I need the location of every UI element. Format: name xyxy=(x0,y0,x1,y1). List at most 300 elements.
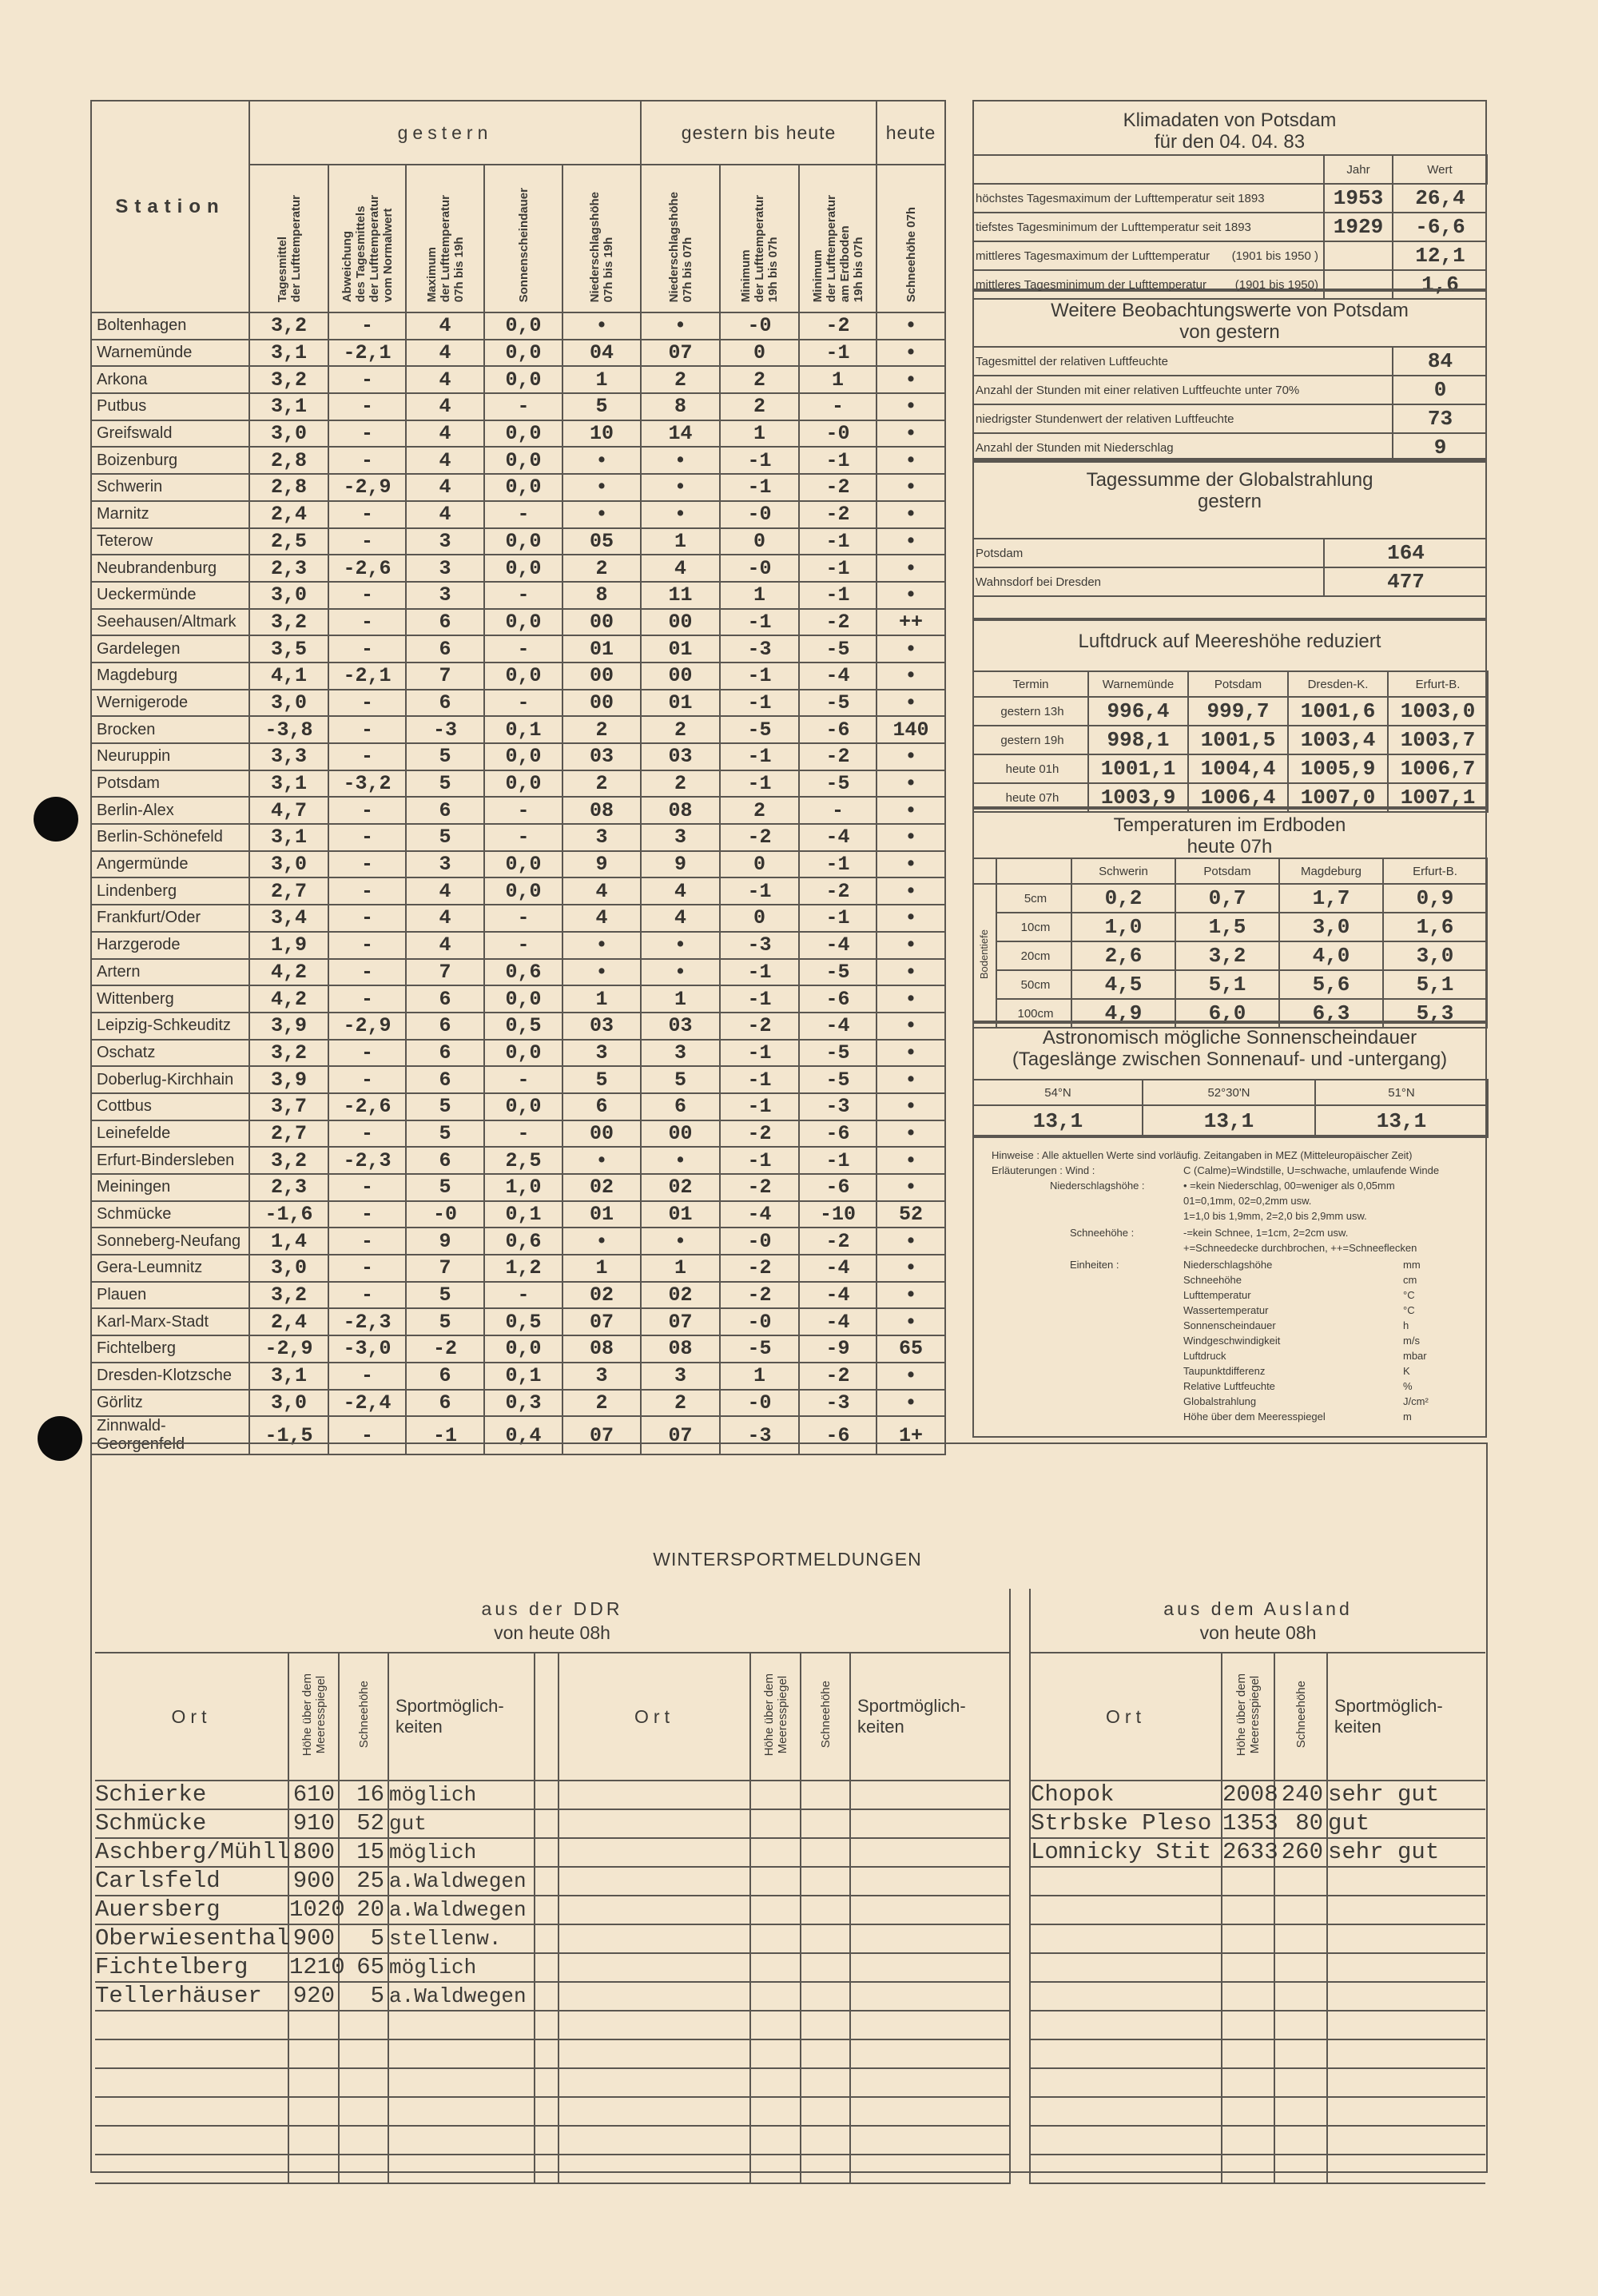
station-value: 9 xyxy=(406,1228,484,1255)
niederschlag-label: Niederschlagshöhe : xyxy=(1050,1180,1145,1192)
wintersport-cell xyxy=(750,1781,801,1809)
station-value: 1,4 xyxy=(249,1228,328,1255)
klimadaten-row xyxy=(972,213,1487,241)
station-value: -2 xyxy=(720,1282,799,1309)
wintersport-cell xyxy=(95,2011,288,2039)
luftdruck-termin: heute 01h xyxy=(973,754,1088,783)
wintersport-cell xyxy=(559,1953,750,1982)
station-value: 3,1 xyxy=(249,824,328,851)
luftdruck-row xyxy=(973,726,1488,754)
ausland-col-ort: Ort xyxy=(1106,1706,1146,1727)
station-name: Karl-Marx-Stadt xyxy=(91,1308,249,1335)
ausland-hoehe: 2008 xyxy=(1222,1781,1278,1808)
station-value: -2 xyxy=(720,1120,799,1148)
station-value: 02 xyxy=(562,1282,641,1309)
station-value: • xyxy=(877,959,945,986)
station-value: 0,0 xyxy=(484,555,562,582)
station-row xyxy=(91,312,945,340)
wintersport-cell xyxy=(850,1896,1010,1924)
station-value: 00 xyxy=(641,1120,720,1148)
wintersport-cell xyxy=(339,2011,388,2039)
station-value: 08 xyxy=(641,797,720,824)
station-value: • xyxy=(877,340,945,367)
station-name: Arkona xyxy=(91,366,249,393)
station-name: Neuruppin xyxy=(91,743,249,770)
wintersport-cell xyxy=(750,2126,801,2155)
station-value: 3,0 xyxy=(249,420,328,448)
wintersport-cell xyxy=(288,2097,339,2126)
station-value: -4 xyxy=(799,1255,877,1282)
luftdruck-value: 1001,1 xyxy=(1088,754,1188,783)
wintersport-cell xyxy=(750,2097,801,2126)
wintersport-cell xyxy=(288,2068,339,2097)
station-name: Harzgerode xyxy=(91,932,249,959)
station-value: -3,0 xyxy=(328,1335,406,1363)
ddr-col-ort-2: Ort xyxy=(634,1706,674,1727)
station-value: -1,6 xyxy=(249,1201,328,1228)
wintersport-cell xyxy=(850,2011,1010,2039)
sonnen-title: Astronomisch mögliche Sonnenscheindauer xyxy=(1042,1027,1417,1049)
station-value: -5 xyxy=(799,959,877,986)
wintersport-cell xyxy=(750,2155,801,2183)
wintersport-row xyxy=(1030,2068,1485,2097)
wintersport-cell xyxy=(1030,1867,1222,1896)
station-value: 00 xyxy=(562,663,641,690)
erdboden-value: 1,5 xyxy=(1175,913,1279,941)
station-value: - xyxy=(484,824,562,851)
wintersport-cell xyxy=(559,1838,750,1867)
ausland-title: aus dem Ausland xyxy=(1163,1598,1353,1619)
station-row xyxy=(91,340,945,367)
wintersport-cell xyxy=(388,2097,535,2126)
station-value: 00 xyxy=(641,663,720,690)
station-row xyxy=(91,555,945,582)
unit-symbol: % xyxy=(1403,1380,1413,1392)
station-value: 3,1 xyxy=(249,393,328,420)
station-name: Dresden-Klotzsche xyxy=(91,1363,249,1390)
station-value: 02 xyxy=(641,1282,720,1309)
wintersport-cell xyxy=(1274,2155,1327,2183)
station-value: 08 xyxy=(562,797,641,824)
station-value: 0,0 xyxy=(484,609,562,636)
station-value: • xyxy=(877,393,945,420)
station-value: -2 xyxy=(720,1174,799,1201)
wind-text: C (Calme)=Windstille, U=schwache, umlaufende Winde xyxy=(1183,1164,1440,1176)
station-value: • xyxy=(877,1120,945,1148)
station-value: -3,2 xyxy=(328,770,406,798)
station-name: Seehausen/Altmark xyxy=(91,609,249,636)
wintersport-cell xyxy=(535,1982,559,2011)
station-value: -1 xyxy=(720,447,799,474)
wintersport-cell xyxy=(1030,2011,1222,2039)
station-value: 6 xyxy=(406,690,484,717)
luftdruck-table xyxy=(972,670,1489,813)
station-name: Wernigerode xyxy=(91,690,249,717)
wintersport-cell xyxy=(1327,2039,1485,2068)
ddr-ort: Auersberg xyxy=(95,1896,288,1924)
station-value: 02 xyxy=(562,1174,641,1201)
station-row xyxy=(91,1363,945,1390)
station-value: • xyxy=(877,312,945,340)
station-value: 4,1 xyxy=(249,663,328,690)
station-value: 2 xyxy=(641,770,720,798)
station-value: 4 xyxy=(406,474,484,501)
column-header xyxy=(877,165,945,312)
station-name: Frankfurt/Oder xyxy=(91,905,249,932)
station-name: Leinefelde xyxy=(91,1120,249,1148)
unit-symbol: °C xyxy=(1403,1289,1415,1301)
station-value: 0,0 xyxy=(484,474,562,501)
station-value: 3 xyxy=(641,824,720,851)
station-value: • xyxy=(877,824,945,851)
wintersport-cell xyxy=(850,1982,1010,2011)
unit-symbol: m xyxy=(1403,1411,1412,1423)
ddr-sport: stellenw. xyxy=(388,1924,535,1953)
global-row xyxy=(972,539,1487,567)
station-value: - xyxy=(484,635,562,663)
station-row xyxy=(91,1335,945,1363)
wintersport-cell xyxy=(1222,2097,1274,2126)
station-value: • xyxy=(877,1040,945,1067)
station-value: 08 xyxy=(562,1335,641,1363)
station-name: Gardelegen xyxy=(91,635,249,663)
station-value: 04 xyxy=(562,340,641,367)
station-value: 0,0 xyxy=(484,877,562,905)
station-value: -5 xyxy=(720,716,799,743)
wintersport-cell xyxy=(750,2068,801,2097)
station-value: • xyxy=(877,1066,945,1093)
station-value: • xyxy=(641,312,720,340)
erdboden-panel xyxy=(972,806,1487,1024)
wintersport-cell xyxy=(850,2097,1010,2126)
station-value: • xyxy=(877,1228,945,1255)
station-value: 1 xyxy=(562,1255,641,1282)
station-value: 2 xyxy=(720,366,799,393)
station-name: Boltenhagen xyxy=(91,312,249,340)
wintersport-row xyxy=(95,1867,1010,1896)
ddr-schnee: 25 xyxy=(339,1867,388,1896)
station-row xyxy=(91,420,945,448)
yesterday-header: gestern xyxy=(249,101,641,165)
station-value: 4 xyxy=(562,905,641,932)
station-value: • xyxy=(877,366,945,393)
luftdruck-value: 1003,0 xyxy=(1388,697,1488,726)
station-value: -1 xyxy=(720,609,799,636)
station-value: 1 xyxy=(562,985,641,1013)
station-value: 1,9 xyxy=(249,932,328,959)
station-table xyxy=(90,100,946,1455)
station-value: -2 xyxy=(799,501,877,528)
station-name: Sonneberg-Neufang xyxy=(91,1228,249,1255)
station-value: -4 xyxy=(799,1282,877,1309)
station-value: -3 xyxy=(720,635,799,663)
station-value: • xyxy=(877,663,945,690)
station-row xyxy=(91,851,945,878)
station-value: 4 xyxy=(406,932,484,959)
ddr-schnee: 16 xyxy=(339,1781,388,1809)
wintersport-row xyxy=(95,2068,1010,2097)
station-value: 07 xyxy=(641,340,720,367)
global-value: 477 xyxy=(1324,567,1487,596)
station-value: • xyxy=(641,959,720,986)
wintersport-cell xyxy=(750,1953,801,1982)
erdboden-value: 4,0 xyxy=(1279,941,1383,970)
station-name: Marnitz xyxy=(91,501,249,528)
station-value: 0,0 xyxy=(484,851,562,878)
wintersport-cell xyxy=(801,2097,850,2126)
wintersport-cell xyxy=(559,1809,750,1838)
station-value: • xyxy=(562,312,641,340)
ausland-ort: Strbske Pleso xyxy=(1030,1809,1222,1838)
sonnen-subtitle: (Tageslänge zwischen Sonnenauf- und -untergang) xyxy=(1012,1049,1448,1070)
station-value: -2,4 xyxy=(328,1390,406,1417)
station-value: - xyxy=(328,420,406,448)
station-value: 3,2 xyxy=(249,1147,328,1174)
wintersport-cell xyxy=(1274,2126,1327,2155)
station-value: 3,2 xyxy=(249,366,328,393)
station-value: -1 xyxy=(720,985,799,1013)
station-value: • xyxy=(641,501,720,528)
ausland-ort: Lomnicky Stit xyxy=(1030,1838,1222,1867)
station-value: - xyxy=(328,1282,406,1309)
station-value: • xyxy=(562,959,641,986)
wintersport-cell xyxy=(750,1809,801,1838)
ddr-sport: a.Waldwegen xyxy=(388,1982,535,2011)
station-row xyxy=(91,743,945,770)
station-value: 4 xyxy=(641,877,720,905)
station-value: -2 xyxy=(799,609,877,636)
erdboden-depth: 5cm xyxy=(996,884,1071,913)
wintersport-cell xyxy=(750,1924,801,1953)
station-row xyxy=(91,824,945,851)
station-value: - xyxy=(799,393,877,420)
station-value: 0,0 xyxy=(484,985,562,1013)
erdboden-col-header: Magdeburg xyxy=(1279,858,1383,884)
station-value: -5 xyxy=(720,1335,799,1363)
today-header: heute xyxy=(877,101,945,165)
column-header-label: Minimum der Lufttemperatur am Erdboden 19h bis 07h xyxy=(810,194,865,302)
luftdruck-value: 1001,5 xyxy=(1188,726,1288,754)
station-name: Magdeburg xyxy=(91,663,249,690)
wintersport-cell xyxy=(339,2126,388,2155)
station-value: -2,9 xyxy=(328,1013,406,1040)
station-value: • xyxy=(562,501,641,528)
luftdruck-row xyxy=(973,754,1488,783)
column-header-label: Sonnenscheindauer xyxy=(516,187,531,302)
unit-name: Relative Luftfeuchte xyxy=(1183,1380,1275,1392)
station-name: Doberlug-Kirchhain xyxy=(91,1066,249,1093)
klimadaten-label-text: mittleres Tagesmaximum der Lufttemperatur xyxy=(976,249,1210,263)
station-row xyxy=(91,501,945,528)
wintersport-cell xyxy=(850,2068,1010,2097)
station-value: 10 xyxy=(562,420,641,448)
station-value: -2 xyxy=(406,1335,484,1363)
station-value: 3,1 xyxy=(249,340,328,367)
wintersport-cell xyxy=(801,1867,850,1896)
station-value: -5 xyxy=(799,690,877,717)
station-value: 2 xyxy=(562,770,641,798)
global-row xyxy=(972,567,1487,596)
station-value: 03 xyxy=(562,1013,641,1040)
station-value: 9 xyxy=(641,851,720,878)
station-value: -0 xyxy=(720,1308,799,1335)
weitere-label: Anzahl der Stunden mit Niederschlag xyxy=(972,433,1393,462)
sonnen-latitude: 54°N xyxy=(973,1080,1143,1105)
weitere-label: niedrigster Stundenwert der relativen Luftfeuchte xyxy=(972,404,1393,433)
wintersport-cell xyxy=(750,1896,801,1924)
station-value: -1 xyxy=(720,474,799,501)
station-value: 3,0 xyxy=(249,1390,328,1417)
station-value: 0,0 xyxy=(484,366,562,393)
wintersport-cell xyxy=(750,1838,801,1867)
unit-name: Taupunktdifferenz xyxy=(1183,1365,1266,1377)
ddr-hoehe: 800 xyxy=(288,1838,339,1867)
station-value: - xyxy=(484,690,562,717)
ausland-sport: sehr gut xyxy=(1327,1781,1485,1809)
station-value: • xyxy=(877,501,945,528)
station-value: -9 xyxy=(799,1335,877,1363)
wintersport-cell xyxy=(559,1896,750,1924)
station-header: Station xyxy=(91,101,249,312)
station-row xyxy=(91,716,945,743)
ddr-ort: Schmücke xyxy=(95,1809,288,1838)
station-value: -4 xyxy=(720,1201,799,1228)
station-value: 4 xyxy=(641,555,720,582)
ausland-schnee: 240 xyxy=(1274,1781,1327,1809)
station-value: 3 xyxy=(641,1040,720,1067)
station-name: Leipzig-Schkeuditz xyxy=(91,1013,249,1040)
station-value: • xyxy=(877,797,945,824)
wintersport-row xyxy=(1030,2039,1485,2068)
station-value: 3,4 xyxy=(249,905,328,932)
unit-name: Sonnenscheindauer xyxy=(1183,1319,1276,1331)
station-value: 01 xyxy=(641,1201,720,1228)
station-value: 6 xyxy=(406,635,484,663)
unit-symbol: mbar xyxy=(1403,1350,1427,1362)
ausland-col-sport: Sportmöglich- keiten xyxy=(1327,1653,1485,1781)
station-row xyxy=(91,985,945,1013)
unit-name: Höhe über dem Meeresspiegel xyxy=(1183,1411,1326,1423)
luftdruck-col-header: Termin xyxy=(973,671,1088,697)
yesterday-to-today-header: gestern bis heute xyxy=(641,101,877,165)
wintersport-cell xyxy=(1030,2097,1222,2126)
station-value: 0,0 xyxy=(484,528,562,555)
wintersport-row xyxy=(95,2039,1010,2068)
station-value: 03 xyxy=(562,743,641,770)
wintersport-cell xyxy=(1327,2068,1485,2097)
station-value: 0,0 xyxy=(484,340,562,367)
station-value: • xyxy=(877,420,945,448)
wintersport-cell xyxy=(801,1924,850,1953)
column-header-label: Abweichung des Tagesmittels der Lufttemperatur vom Normalwert xyxy=(340,194,395,302)
station-value: 5 xyxy=(406,1308,484,1335)
wintersport-cell xyxy=(1030,2068,1222,2097)
wintersport-cell xyxy=(1222,1896,1274,1924)
station-value: 3 xyxy=(562,1363,641,1390)
station-value: - xyxy=(328,1228,406,1255)
station-value: 4 xyxy=(406,366,484,393)
station-value: -1 xyxy=(720,663,799,690)
station-name: Brocken xyxy=(91,716,249,743)
luftdruck-value: 1004,4 xyxy=(1188,754,1288,783)
wintersport-row xyxy=(95,2011,1010,2039)
wintersport-cell xyxy=(1222,2068,1274,2097)
station-value: 0,5 xyxy=(484,1308,562,1335)
global-label: Potsdam xyxy=(972,539,1324,567)
wintersport-cell xyxy=(1222,1982,1274,2011)
wintersport-cell xyxy=(1327,1924,1485,1953)
station-value: -2 xyxy=(799,1228,877,1255)
wintersport-cell xyxy=(850,1953,1010,1982)
station-value: 1 xyxy=(641,1255,720,1282)
erdboden-value: 4,9 xyxy=(1071,999,1175,1028)
station-name: Erfurt-Bindersleben xyxy=(91,1147,249,1174)
station-value: 3,0 xyxy=(249,690,328,717)
station-value: 0,0 xyxy=(484,447,562,474)
wind-label: Erläuterungen : Wind : xyxy=(992,1164,1095,1176)
luftdruck-value: 996,4 xyxy=(1088,697,1188,726)
station-row xyxy=(91,635,945,663)
station-value: -1 xyxy=(799,905,877,932)
station-value: 4 xyxy=(406,393,484,420)
station-value: - xyxy=(328,1120,406,1148)
station-value: - xyxy=(328,528,406,555)
station-value: - xyxy=(328,905,406,932)
luftdruck-value: 1005,9 xyxy=(1288,754,1388,783)
station-value: - xyxy=(799,797,877,824)
wintersport-cell xyxy=(1327,1953,1485,1982)
station-row xyxy=(91,1201,945,1228)
ausland-col-hoehe: Höhe über dem Meeresspiegel xyxy=(1234,1673,1262,1757)
station-value: 8 xyxy=(641,393,720,420)
weitere-panel xyxy=(972,288,1487,461)
wintersport-cell xyxy=(1274,1896,1327,1924)
wintersport-cell xyxy=(559,2155,750,2183)
station-value: - xyxy=(328,501,406,528)
ausland-hoehe: 1353 xyxy=(1222,1810,1278,1836)
station-value: -0 xyxy=(720,1390,799,1417)
klimadaten-date: für den 04. 04. 83 xyxy=(1154,131,1306,153)
station-value: 0,1 xyxy=(484,1201,562,1228)
station-name: Cottbus xyxy=(91,1093,249,1120)
wintersport-cell xyxy=(1327,2097,1485,2126)
erdboden-depth: 20cm xyxy=(996,941,1071,970)
station-row xyxy=(91,663,945,690)
unit-name: Windgeschwindigkeit xyxy=(1183,1335,1281,1347)
klimadaten-year xyxy=(1324,241,1393,270)
station-value: • xyxy=(877,528,945,555)
station-name: Teterow xyxy=(91,528,249,555)
station-value: -4 xyxy=(799,1013,877,1040)
station-value: 5 xyxy=(406,743,484,770)
station-row xyxy=(91,1228,945,1255)
wintersport-row xyxy=(95,1982,1010,2011)
erdboden-value: 6,0 xyxy=(1175,999,1279,1028)
station-value: 0 xyxy=(720,528,799,555)
station-value: -2 xyxy=(799,312,877,340)
ausland-schnee: 80 xyxy=(1274,1809,1327,1838)
station-value: • xyxy=(877,582,945,609)
station-value: -1 xyxy=(720,770,799,798)
wintersport-cell xyxy=(1222,2011,1274,2039)
wintersport-cell xyxy=(801,1838,850,1867)
station-value: -2,1 xyxy=(328,340,406,367)
wintersport-cell xyxy=(1030,2126,1222,2155)
station-value: • xyxy=(877,985,945,1013)
wintersport-cell xyxy=(850,2155,1010,2183)
erdboden-value: 2,6 xyxy=(1071,941,1175,970)
wintersport-cell xyxy=(850,2126,1010,2155)
